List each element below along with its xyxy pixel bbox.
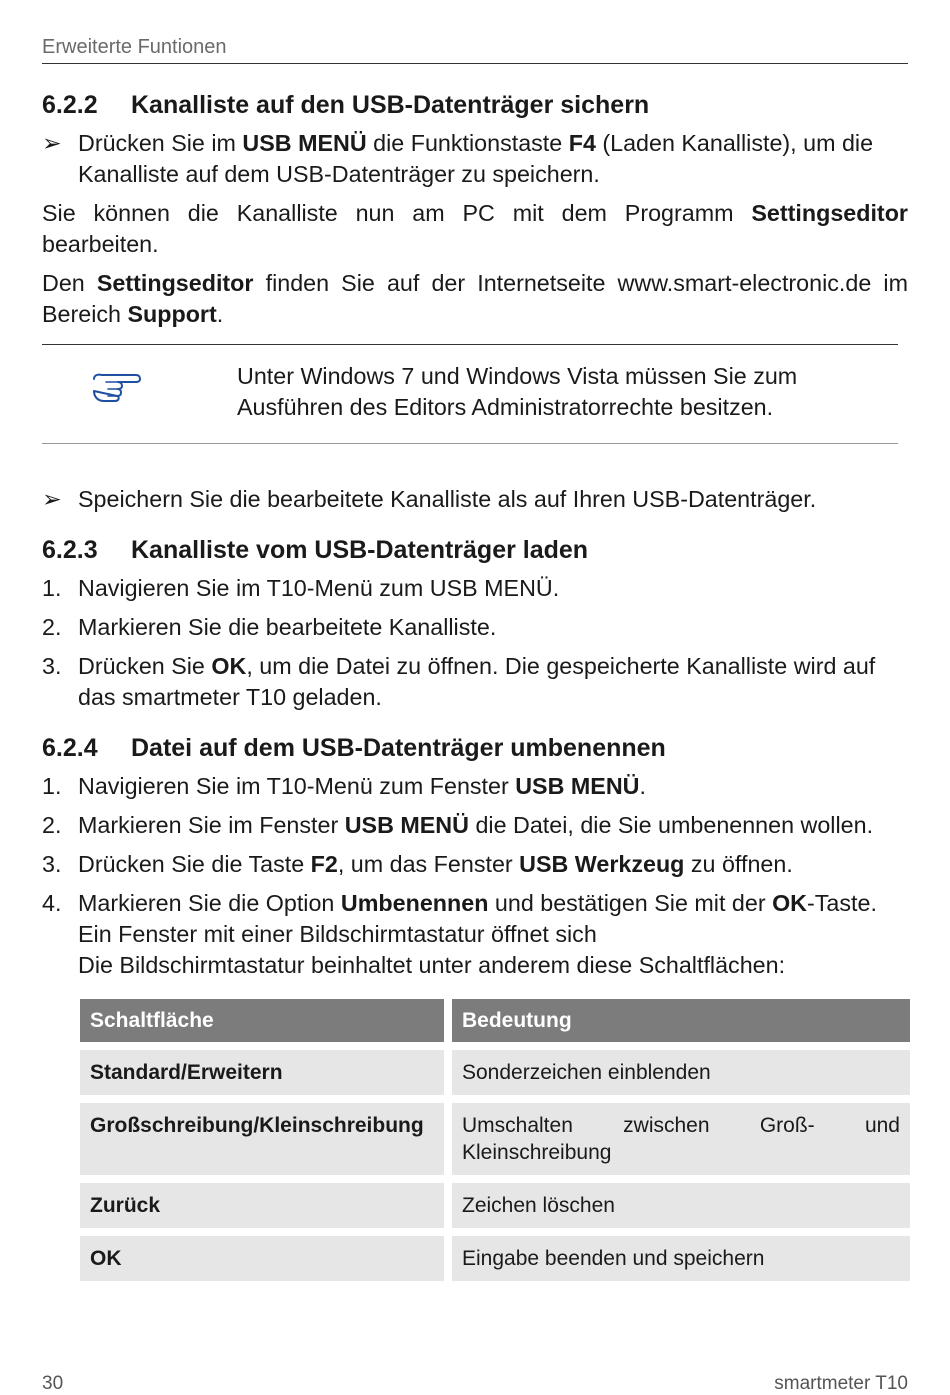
section-heading-6-2-2	[42, 88, 908, 122]
section-number: 6.2.2	[42, 91, 98, 119]
paragraph	[42, 268, 908, 330]
section-title: Kanalliste vom USB-Datenträger laden	[131, 536, 589, 564]
bold-text: OK	[211, 653, 247, 679]
bold-text: USB MENÜ	[344, 812, 469, 838]
list-item	[42, 573, 908, 604]
list-item	[42, 612, 908, 643]
text: Die Bildschirmtastatur beinhaltet unter anderem diese Schaltflächen:	[78, 952, 786, 978]
table-cell: Zeichen löschen	[452, 1183, 910, 1228]
section-title: Datei auf dem USB-Datenträger umbenennen	[131, 734, 666, 762]
list-item	[42, 651, 908, 713]
list-item	[42, 810, 908, 841]
step-number: 3.	[42, 851, 62, 877]
section-heading-6-2-4	[42, 731, 908, 765]
table-row	[80, 1050, 910, 1095]
list-item	[42, 849, 908, 880]
text: Sie können die Kanalliste nun am PC mit dem Programm	[42, 200, 752, 226]
bold-text: USB MENÜ	[515, 773, 640, 799]
step-number: 4.	[42, 890, 62, 916]
bullet-list	[42, 128, 908, 190]
table-row	[80, 1183, 910, 1228]
text: .	[639, 773, 646, 799]
column-header: Schaltfläche	[80, 999, 444, 1042]
step-number: 2.	[42, 812, 62, 838]
bullet-list	[42, 484, 908, 515]
table-cell: Sonderzeichen einblenden	[452, 1050, 910, 1095]
text: Den	[42, 270, 97, 296]
list-item	[42, 484, 908, 515]
bold-text: OK	[772, 890, 808, 916]
table-cell: Zurück	[80, 1183, 444, 1228]
list-item	[42, 888, 908, 981]
step-number: 1.	[42, 575, 62, 601]
page-number: 30	[42, 1373, 64, 1394]
section-number: 6.2.4	[42, 734, 98, 762]
text: finden Sie auf der Internetseite www.smart-electronic.de im Bereich	[42, 270, 908, 327]
list-item	[42, 128, 908, 190]
section-number: 6.2.3	[42, 536, 98, 564]
text: Markieren Sie die Option	[78, 890, 341, 916]
text: .	[216, 301, 224, 327]
table-cell: Standard/Erweitern	[80, 1050, 444, 1095]
bold-text: Umbenennen	[340, 890, 489, 916]
arrow-bullet-icon: ➢	[42, 486, 62, 512]
text: Drücken Sie im	[78, 130, 243, 156]
text: (Laden Kanalliste), um die Kanalliste auf dem USB-Datenträger zu speichern.	[78, 130, 874, 187]
list-item	[42, 771, 908, 802]
step-number: 2.	[42, 614, 62, 640]
bold-text: F2	[310, 851, 338, 877]
text: die Funktionstaste	[366, 130, 569, 156]
note-box	[42, 344, 898, 444]
step-number: 1.	[42, 773, 62, 799]
numbered-list	[42, 771, 908, 981]
bold-text: Settingseditor	[751, 200, 908, 226]
text: bearbeiten.	[42, 231, 159, 257]
text: Navigieren Sie im T10-Menü zum USB MENÜ.	[78, 575, 560, 601]
text: die Datei, die Sie umbenennen wollen.	[468, 812, 874, 838]
header-divider	[42, 63, 908, 64]
text: Ein Fenster mit einer Bildschirmtastatur öffnet sich	[78, 921, 597, 947]
bold-text: USB MENÜ	[242, 130, 367, 156]
text: zu öffnen.	[684, 851, 793, 877]
table-header-row	[80, 999, 910, 1042]
table-row	[80, 1103, 910, 1175]
paragraph	[42, 198, 908, 260]
bold-text: F4	[568, 130, 596, 156]
text: Navigieren Sie im T10-Menü zum Fenster	[78, 773, 516, 799]
text: und bestätigen Sie mit der	[488, 890, 773, 916]
text: Markieren Sie die bearbeitete Kanalliste.	[78, 614, 497, 640]
note-text: Unter Windows 7 und Windows Vista müssen Sie zum Ausführen des Editors Administratorrechte besitzen.	[237, 363, 798, 420]
table-cell: Großschreibung/Kleinschreibung	[80, 1103, 444, 1175]
text: Speichern Sie die bearbeitete Kanalliste als auf Ihren USB-Datenträger.	[78, 486, 817, 512]
text: Markieren Sie im Fenster	[78, 812, 345, 838]
bold-text: USB Werkzeug	[519, 851, 685, 877]
text: Drücken Sie die Taste	[78, 851, 311, 877]
section-heading-6-2-3	[42, 533, 908, 567]
step-number: 3.	[42, 653, 62, 679]
text: , um das Fenster	[337, 851, 520, 877]
page-header-title: Erweiterte Funtionen	[42, 36, 227, 58]
column-header: Bedeutung	[452, 999, 910, 1042]
keyboard-buttons-table	[72, 991, 918, 1289]
product-name: smartmeter T10	[774, 1373, 908, 1394]
text: , um die Datei zu öffnen. Die gespeicherte Kanalliste wird auf das smartmeter T10 geladen.	[78, 653, 876, 710]
numbered-list	[42, 573, 908, 713]
table-row	[80, 1236, 910, 1281]
text: Drücken Sie	[78, 653, 212, 679]
bold-text: Settingseditor	[96, 270, 254, 296]
text: -Taste.	[807, 890, 877, 916]
arrow-bullet-icon: ➢	[42, 130, 62, 156]
table-cell: Eingabe beenden und speichern	[452, 1236, 910, 1281]
section-title: Kanalliste auf den USB-Datenträger sichern	[131, 91, 650, 119]
table-cell: OK	[80, 1236, 444, 1281]
page-content	[42, 88, 908, 1289]
table-cell: Umschalten zwischen Groß- und Kleinschreibung	[452, 1103, 910, 1175]
bold-text: Support	[127, 301, 217, 327]
pointing-hand-icon	[90, 369, 142, 403]
